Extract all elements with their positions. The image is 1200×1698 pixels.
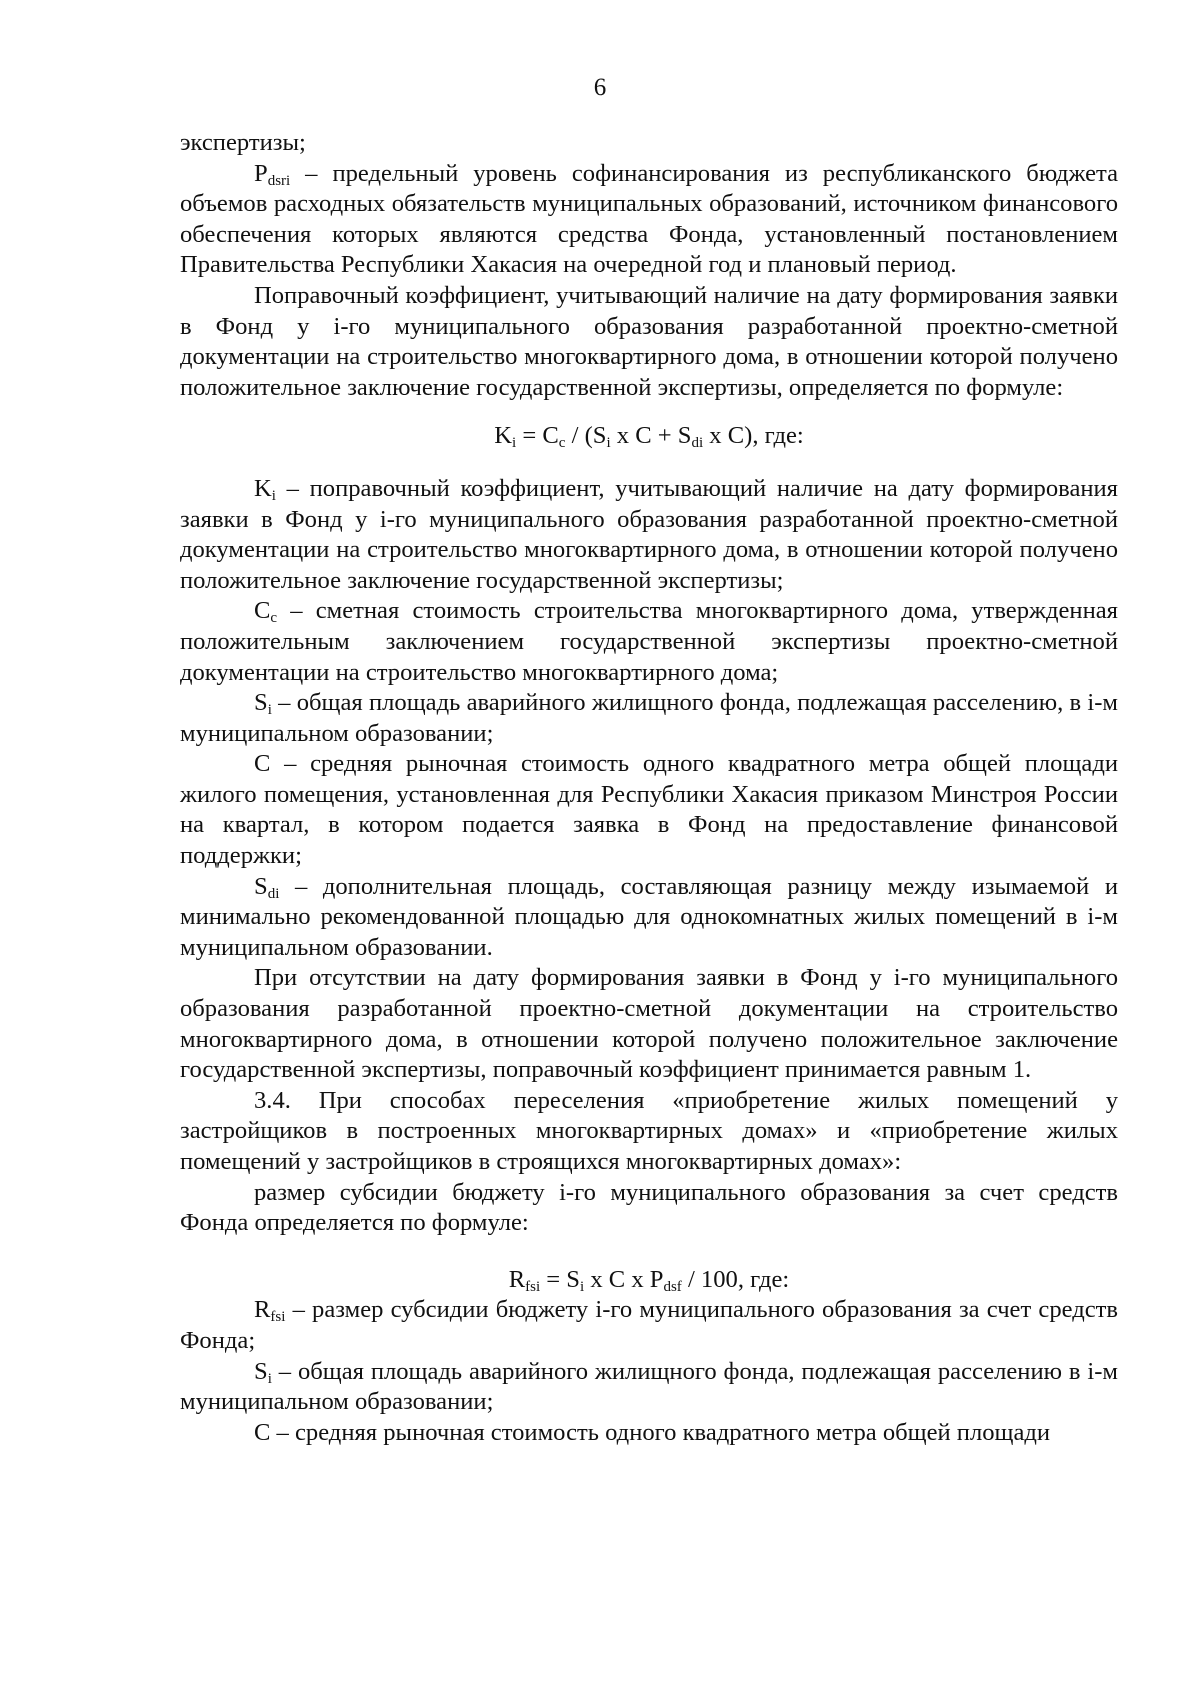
paragraph: $S_i$ – общая площадь аварийного жилищного фонда, подлежащая расселению в i-м муниципальном образовании; [180,1357,1118,1416]
paragraph: $K_i$ – поправочный коэффициент, учитывающий наличие на дату формирования заявки в Фонд у i-го муниципального образования разработанной проектно-сметной документации на строительство многоквартирного дома, в отношении которой получено положительное заключение государственной экспертизы; [180,474,1118,594]
paragraph: $R_{fsi}$ – размер субсидии бюджету i-го муниципального образования за счет средств Фонда; [180,1296,1118,1354]
paragraph: $S_{di}$ – дополнительная площадь, составляющая разницу между изымаемой и минимально рекомендованной площадью для однокомнатных жилых помещений в i-м муниципальном образовании. [180,872,1118,961]
page-number: 6 [593,74,607,101]
paragraph: При отсутствии на дату формирования заявки в Фонд у i-го муниципального образования разработанной проектно-сметной документации на строительство многоквартирного дома, в отношении которой получено положительное заключение государственной экспертизы, поправочный коэффициент принимается равным 1. [180,964,1118,1084]
paragraph: $S_i$ – общая площадь аварийного жилищного фонда, подлежащая расселению, в i-м муниципальном образовании; [180,689,1118,747]
formula: $R_{fsi} = S_i$ x C x $P_{dsf} / 100$, где: [508,1265,790,1295]
formula: $K_i = C_c / (S_i$ x $C + S_{di}$ x C), где: [494,422,804,452]
paragraph: размер субсидии бюджету i-го муниципального образования за счет средств Фонда определяется по формуле: [180,1178,1118,1237]
paragraph: C – средняя рыночная стоимость одного квадратного метра общей площади [254,1418,1051,1446]
paragraph: экспертизы; [180,129,306,156]
paragraph: $P_{dsri}$ – предельный уровень софинансирования из республиканского бюджета объемов расходных обязательств муниципальных образований, источником финансового обеспечения которых являются средства Фонда, установленный постановлением Правительства Республики Хакасия на очередной год и плановый период. [180,159,1118,279]
paragraph: 3.4. При способах переселения «приобретение жилых помещений у застройщиков в построенных многоквартирных домах» и «приобретение жилых помещений у застройщиков в строящихся многоквартирных домах»: [180,1086,1118,1175]
paragraph: $C_c$ – сметная стоимость строительства многоквартирного дома, утвержденная положительным заключением государственной экспертизы проектно-сметной документации на строительство многоквартирного дома; [180,597,1118,686]
document-body [180,128,1118,1448]
paragraph: Поправочный коэффициент, учитывающий наличие на дату формирования заявки в Фонд у i-го муниципального образования разработанной проектно-сметной документации на строительство многоквартирного дома, в отношении которой получено положительное заключение государственной экспертизы, определяется по формуле: [180,281,1118,401]
paragraph: C – средняя рыночная стоимость одного квадратного метра общей площади жилого помещения, установленная для Республики Хакасия приказом Минстроя России на квартал, в котором подается заявка в Фонд на предоставление финансовой поддержки; [180,750,1118,870]
